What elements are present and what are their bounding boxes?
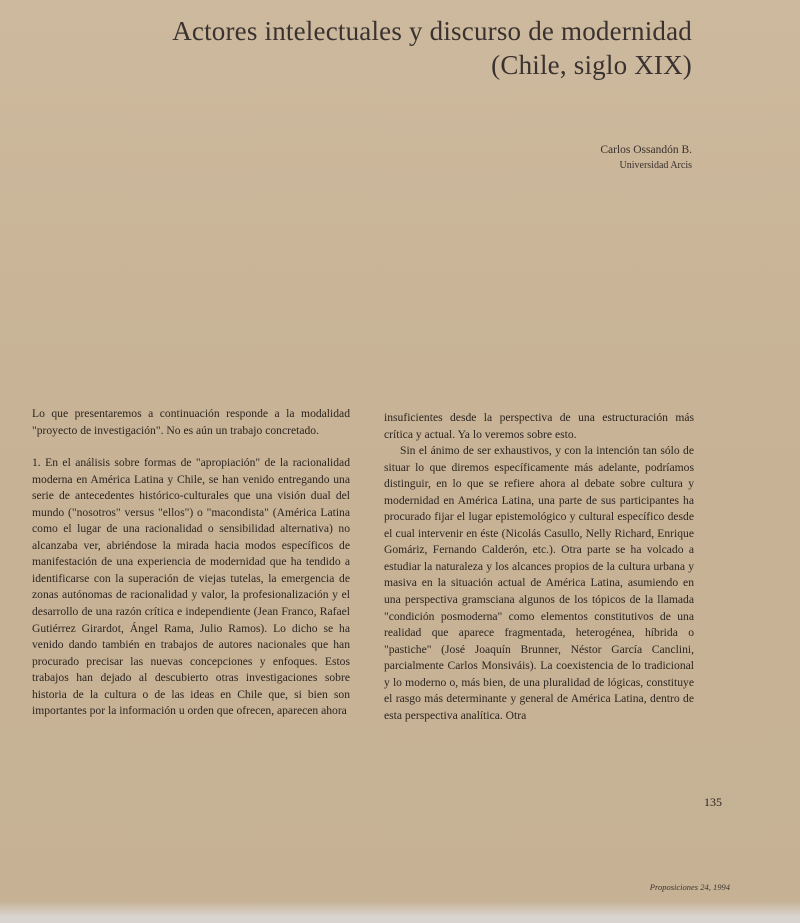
journal-footer: Proposiciones 24, 1994 bbox=[649, 882, 730, 892]
title-line-2: (Chile, siglo XIX) bbox=[491, 50, 692, 80]
title-line-1: Actores intelectuales y discurso de modernidad bbox=[172, 16, 692, 46]
page-number: 135 bbox=[704, 795, 722, 809]
article-title bbox=[172, 14, 692, 82]
scan-edge bbox=[0, 901, 800, 923]
author-name: Carlos Ossandón B. bbox=[600, 144, 692, 156]
intro-paragraph: Lo que presentaremos a continuación responde a la modalidad "proyecto de investigación". No es aún un trabajo concretado. bbox=[32, 407, 350, 437]
paragraph-2: Sin el ánimo de ser exhaustivos, y con la intención tan sólo de situar lo que diremos específicamente más adelante, podríamos distinguir, en lo que se refiere ahora al debate sobre cultura y modernidad en América Latina, una parte de sus participantes ha procurado fijar el lugar epistemológico y cultural específico desde el cual intervenir en éste (Nicolás Casullo, Nelly Richard, Enrique Gomáriz, Fernando Calderón, etc.). Otra parte se ha volcado a estudiar la naturaleza y los alcances propios de la cultura urbana y masiva en la situación actual de América Latina, asumiendo en una perspectiva gramsciana algunos de los tópicos de la llamada "condición posmoderna" como elementos constitutivos de una realidad que aparece fragmentada, heterogénea, híbrida o "pastiche" (José Joaquín Brunner, Néstor García Canclini, parcialmente Carlos Monsiváis). La coexistencia de lo tradicional y lo moderno o, más bien, de una pluralidad de lógicas, constituye el rasgo más determinante y general de América Latina, dentro de esta perspectiva analítica. Otra bbox=[384, 444, 694, 722]
author-block bbox=[600, 143, 692, 173]
continuation-paragraph: insuficientes desde la perspectiva de una estructuración más crítica y actual. Ya lo veremos sobre esto. bbox=[384, 411, 694, 441]
right-column bbox=[384, 410, 694, 724]
section-1-paragraph: 1. En el análisis sobre formas de "apropiación" de la racionalidad moderna en América Latina y Chile, se han venido entregando una serie de antecedentes histórico-culturales que una visión dual del mundo ("nosotros" versus "ellos") o "macondista" (América Latina como el lugar de una racionalidad o sensibilidad alternativa) no alcanzaba ver, abriéndose la mirada hacia modos específicos de manifestación de una experiencia de modernidad que ha tendido a identificarse con la superación de viejas tutelas, la emergencia de zonas autónomas de racionalidad y valor, la profesionalización y el desarrollo de una razón crítica e independiente (Jean Franco, Rafael Gutiérrez Girardot, Ángel Rama, Julio Ramos). Lo dicho se ha venido dando también en trabajos de autores nacionales que han procurado precisar las nuevas concepciones y enfoques. Estos trabajos han dejado al descubierto otras investigaciones sobre historia de la cultura o de las ideas en Chile que, si bien son importantes por la información u orden que ofrecen, aparecen ahora bbox=[32, 456, 350, 718]
author-affiliation: Universidad Arcis bbox=[619, 160, 692, 171]
left-column bbox=[32, 406, 350, 720]
